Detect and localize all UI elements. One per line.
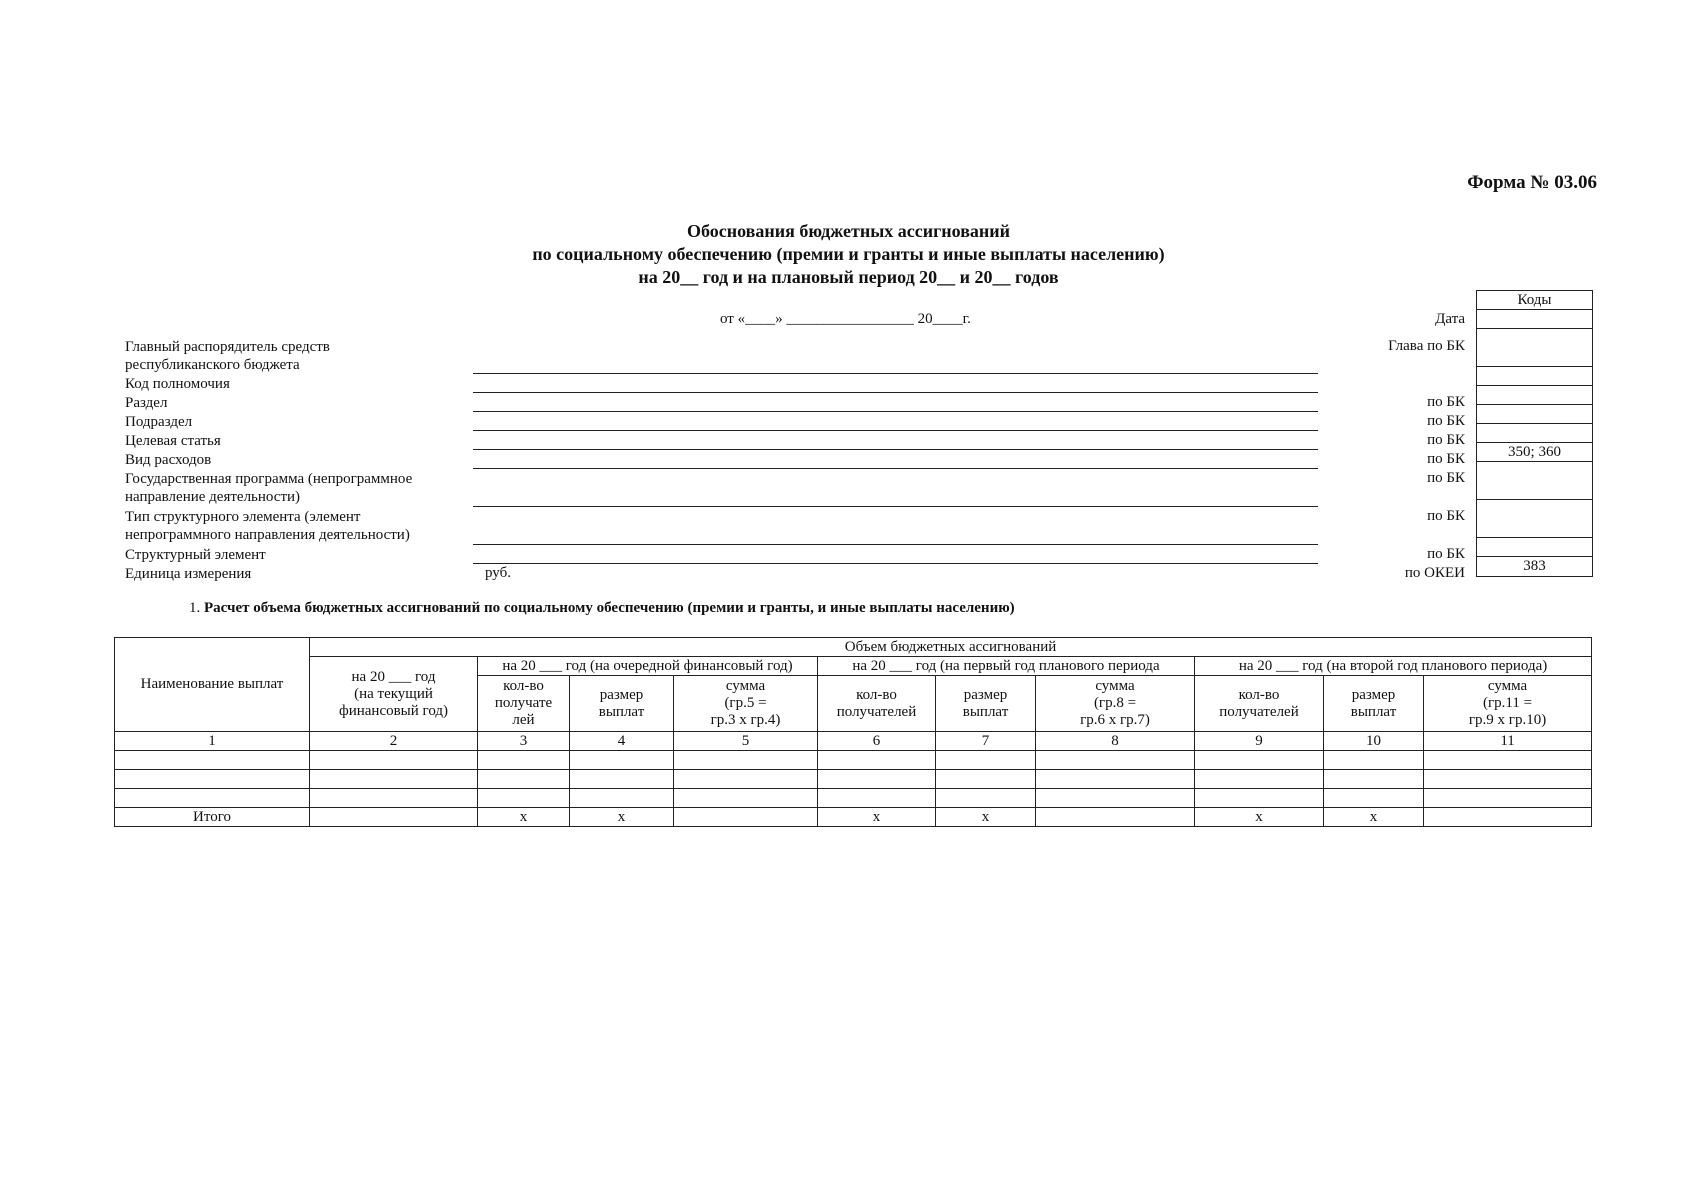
header-row-label: Государственная программа (непрограммное направление деятельности) [125,471,413,505]
table-cell[interactable] [936,770,1036,789]
table-cell[interactable] [310,751,478,770]
table-cell[interactable] [310,789,478,808]
header-row-label: Раздел [125,395,168,411]
header-row-fill-line[interactable] [473,449,1318,450]
table-cell[interactable] [1036,751,1195,770]
column-number-cell: 10 [1324,732,1424,751]
total-cell: x [1195,808,1324,827]
table-cell[interactable] [1424,751,1592,770]
section-title-text: Расчет объема бюджетных ассигнований по социальному обеспечению (премии и гранты, и иные выплаты населению) [204,600,1015,616]
codes-date-label: Дата [1435,311,1465,327]
header-period-3: на 20 ___ год (на второй год планового периода) [1195,657,1592,676]
sub-header-cell: сумма (гр.5 = гр.3 x гр.4) [674,676,818,732]
table-cell[interactable] [674,770,818,789]
table-cell[interactable] [478,770,570,789]
column-number-cell: 8 [1036,732,1195,751]
header-row-code-label: по БК [1427,508,1465,524]
code-cell[interactable] [1477,367,1592,386]
title-line-2: по социальному обеспечению (премии и гранты и иные выплаты населению) [532,244,1165,264]
table-cell[interactable] [1195,770,1324,789]
total-row [115,808,1592,827]
column-number-cell: 5 [674,732,818,751]
column-number-cell: 6 [818,732,936,751]
header-row-code-label: по БК [1427,413,1465,429]
table-cell[interactable] [818,789,936,808]
table-cell[interactable] [818,751,936,770]
header-payment-name: Наименование выплат [115,638,310,732]
date-line: от «____» _________________ 20____г. [720,311,971,327]
table-cell[interactable] [818,770,936,789]
total-cell: x [478,808,570,827]
header-row-label: Структурный элемент [125,547,266,563]
code-cell[interactable]: 350; 360 [1477,443,1592,462]
header-row-label: Код полномочия [125,376,230,392]
total-cell[interactable] [1424,808,1592,827]
total-cell: x [570,808,674,827]
header-row-code-label: Глава по БК [1388,338,1465,354]
table-cell[interactable] [478,751,570,770]
table-cell[interactable] [570,770,674,789]
table-cell[interactable] [1195,789,1324,808]
header-row-fill-line[interactable] [473,430,1318,431]
table-cell[interactable] [1324,751,1424,770]
header-row-fill-line[interactable] [473,411,1318,412]
column-number-cell: 11 [1424,732,1592,751]
code-cell[interactable] [1477,329,1592,367]
title-line-3: на 20__ год и на плановый период 20__ и 20__ годов [638,267,1059,287]
header-row-fill-line[interactable] [473,506,1318,507]
total-cell: x [1324,808,1424,827]
header-row-fill-line[interactable] [473,544,1318,545]
header-row-value: руб. [485,565,511,581]
column-number-cell: 3 [478,732,570,751]
calculation-table [114,637,1592,827]
table-cell[interactable] [1036,770,1195,789]
code-cell[interactable] [1477,424,1592,443]
table-cell[interactable] [1424,770,1592,789]
total-cell[interactable] [310,808,478,827]
table-cell[interactable] [478,789,570,808]
code-cell[interactable] [1477,538,1592,557]
header-current-year: на 20 ___ год (на текущий финансовый год) [310,657,478,732]
header-row-label: Единица измерения [125,566,252,582]
header-row-code-label: по БК [1427,470,1465,486]
total-label: Итого [115,808,310,827]
codes-header: Коды [1477,291,1592,310]
table-cell[interactable] [936,789,1036,808]
header-row-code-label: по БК [1427,546,1465,562]
table-cell[interactable] [674,789,818,808]
table-cell[interactable] [1036,789,1195,808]
table-cell[interactable] [310,770,478,789]
table-row [115,789,1592,808]
sub-header-cell: кол-во получателей [818,676,936,732]
total-cell[interactable] [1036,808,1195,827]
table-cell[interactable] [1324,770,1424,789]
sub-header-cell: сумма (гр.8 = гр.6 x гр.7) [1036,676,1195,732]
code-cell[interactable] [1477,405,1592,424]
sub-header-cell: кол-во получате лей [478,676,570,732]
table-cell[interactable] [570,751,674,770]
header-row-code-label: по БК [1427,432,1465,448]
header-period-1: на 20 ___ год (на очередной финансовый год) [478,657,818,676]
total-cell: x [818,808,936,827]
sub-header-cell: размер выплат [1324,676,1424,732]
header-row-code-label: по ОКЕИ [1404,565,1465,581]
sub-header-cell: сумма (гр.11 = гр.9 x гр.10) [1424,676,1592,732]
header-row-label: Вид расходов [125,452,212,468]
title-line-1: Обоснования бюджетных ассигнований [686,221,1011,241]
header-period-2: на 20 ___ год (на первый год планового периода [818,657,1195,676]
table-cell[interactable] [1195,751,1324,770]
column-number-cell: 4 [570,732,674,751]
table-cell[interactable] [1424,789,1592,808]
table-cell[interactable] [674,751,818,770]
header-budget-volume: Объем бюджетных ассигнований [310,638,1592,657]
header-row-label: Целевая статья [125,433,221,449]
header-row-fill-line[interactable] [473,392,1318,393]
section-title [189,600,1015,617]
column-number-cell: 2 [310,732,478,751]
code-cell[interactable] [1477,462,1592,500]
total-cell[interactable] [674,808,818,827]
form-number: Форма № 03.06 [1467,172,1597,193]
header-row-fill-line[interactable] [473,563,1318,564]
code-cell[interactable]: 383 [1523,558,1546,574]
column-number-cell: 1 [115,732,310,751]
header-row-code-label: по БК [1427,394,1465,410]
header-row-label: Тип структурного элемента (элемент непрограммного направления деятельности) [125,509,410,543]
section-number: 1. [189,600,201,616]
table-cell[interactable] [115,751,310,770]
code-cell[interactable] [1477,386,1592,405]
sub-header-cell: кол-во получателей [1195,676,1324,732]
code-cell[interactable] [1477,500,1592,538]
sub-header-cell: размер выплат [936,676,1036,732]
table-cell[interactable] [570,789,674,808]
table-row [115,770,1592,789]
column-number-cell: 9 [1195,732,1324,751]
table-cell[interactable] [1324,789,1424,808]
document-title [0,220,1697,289]
table-row [115,751,1592,770]
header-row-fill-line[interactable] [473,468,1318,469]
sub-header-cell: размер выплат [570,676,674,732]
header-row-fill-line[interactable] [473,373,1318,374]
header-row-label: Подраздел [125,414,193,430]
code-cell[interactable] [1477,310,1592,329]
header-row-code-label: по БК [1427,451,1465,467]
table-cell[interactable] [115,770,310,789]
total-cell: x [936,808,1036,827]
column-number-cell: 7 [936,732,1036,751]
codes-box [1476,290,1593,577]
header-row-label: Главный распорядитель средств республиканского бюджета [125,339,330,373]
table-cell[interactable] [115,789,310,808]
table-cell[interactable] [936,751,1036,770]
